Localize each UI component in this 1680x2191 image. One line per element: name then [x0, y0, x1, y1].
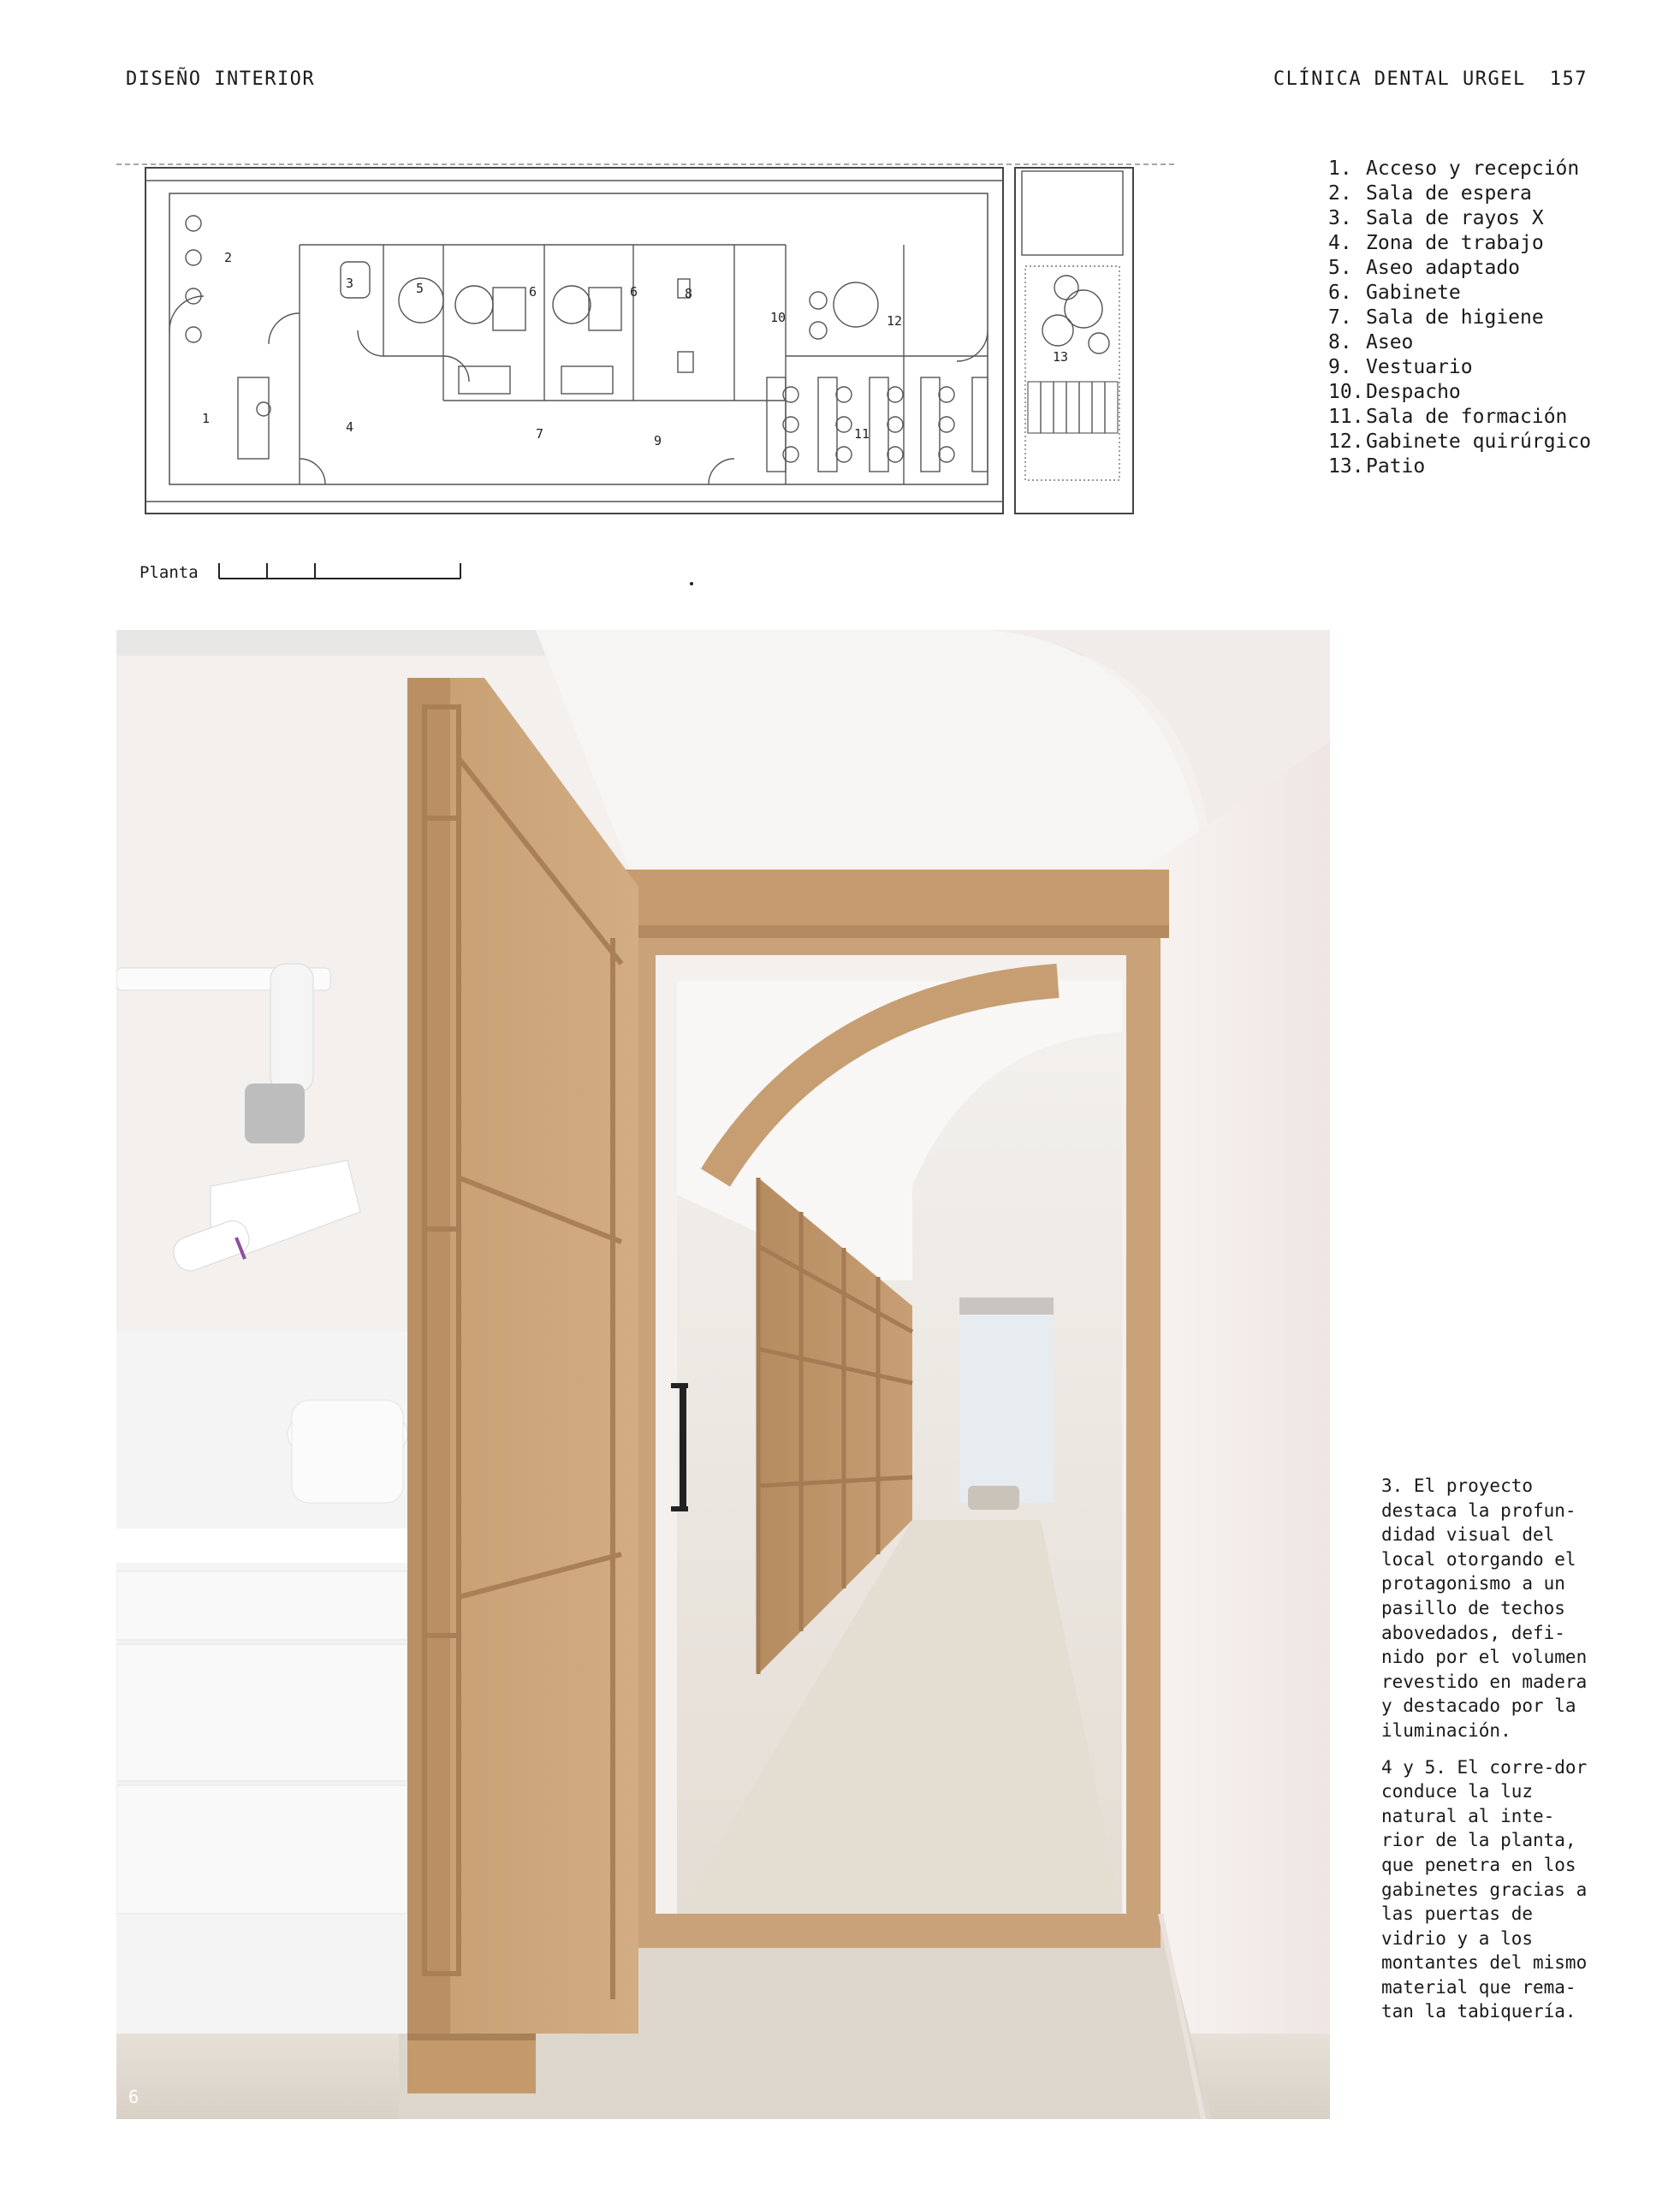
legend-item: 2. Sala de espera	[1328, 182, 1532, 205]
plan-legend	[1328, 157, 1602, 479]
legend-item: 7. Sala de higiene	[1328, 306, 1544, 329]
interior-photo	[116, 630, 1330, 2119]
floor-plan-drawing	[116, 159, 1176, 519]
legend-item: 9. Vestuario	[1328, 356, 1473, 378]
plan-room-number: 1	[202, 411, 211, 426]
plan-room-number: 5	[416, 281, 424, 296]
photo-number: 6	[128, 2087, 140, 2107]
scale-label: Planta	[140, 563, 199, 582]
legend-item: 13. Patio	[1328, 455, 1426, 478]
legend-item: 4. Zona de trabajo	[1328, 232, 1544, 254]
article-title: CLÍNICA DENTAL URGEL	[1273, 68, 1526, 90]
plan-room-number: 7	[536, 426, 544, 442]
plan-room-number: 10	[770, 310, 787, 325]
plan-room-number: 12	[887, 313, 903, 329]
legend-item: 8. Aseo	[1328, 331, 1414, 353]
plan-room-number: 6	[630, 284, 638, 300]
legend-item: 5. Aseo adaptado	[1328, 257, 1521, 279]
plan-room-number: 9	[654, 433, 662, 448]
running-header	[1273, 68, 1588, 90]
page-number: 157	[1549, 68, 1588, 90]
legend-item: 11. Sala de formación	[1328, 406, 1568, 428]
ornament-dot	[690, 582, 693, 585]
legend-item: 10. Despacho	[1328, 381, 1461, 403]
plan-room-number: 11	[854, 426, 870, 442]
legend-item: 6. Gabinete	[1328, 282, 1461, 304]
plan-room-number: 4	[346, 419, 354, 435]
section-title: DISEÑO INTERIOR	[126, 68, 316, 90]
legend-item: 3. Sala de rayos X	[1328, 207, 1544, 229]
caption-paragraph: 3. El proyecto destaca la profun-didad visual del local otorgando el protagonismo a un pasillo de techos abovedados, defi-nido por el volumen revestido en madera y destacado por la iluminación.	[1381, 1476, 1588, 1741]
plan-room-number: 6	[529, 284, 537, 300]
floor-plan	[116, 159, 1176, 519]
scale-bar	[218, 561, 461, 580]
photo-captions	[1381, 1474, 1595, 2036]
plan-room-number: 2	[224, 250, 233, 265]
legend-item: 12. Gabinete quirúrgico	[1328, 430, 1592, 453]
caption-paragraph: 4 y 5. El corre-dor conduce la luz natural al inte-rior de la planta, que penetra en los gabinetes gracias a las puertas de vidrio y a los montantes del mismo material que rema-tan la tabiquería.	[1381, 1756, 1588, 2022]
plan-room-number: 3	[346, 276, 354, 291]
interior-photo-illustration	[116, 630, 1330, 2119]
plan-room-number: 8	[685, 286, 693, 301]
legend-item: 1. Acceso y recepción	[1328, 157, 1580, 180]
plan-room-number: 13	[1053, 349, 1069, 365]
